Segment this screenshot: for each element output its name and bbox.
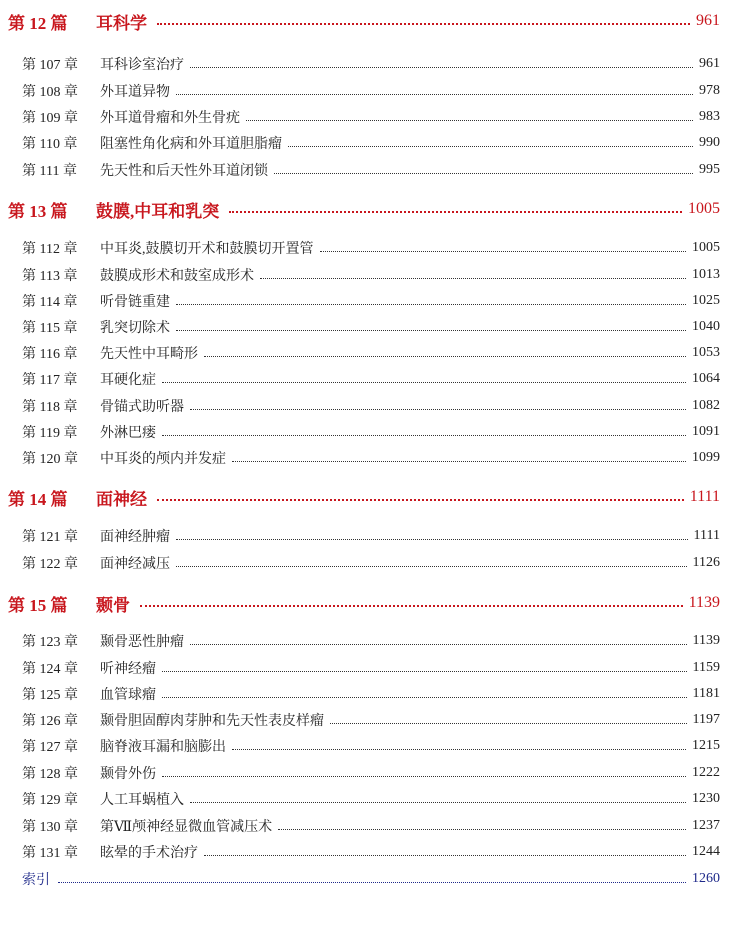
dot-leader [232,749,686,750]
dot-leader [190,802,686,803]
chapter-title: 中耳炎的颅内并发症 [100,452,226,467]
chapter-page-number: 1139 [692,633,720,648]
dot-leader [176,539,688,540]
chapter-number: 第 116 章 [22,347,78,362]
chapter-title: 耳科诊室治疗 [100,58,184,73]
part-title: 颞骨 [96,595,130,615]
chapter-number: 第 117 章 [22,373,78,388]
dot-leader [190,644,687,645]
chapter-title: 听骨链重建 [100,295,170,310]
part-page-number: 1005 [688,200,720,217]
chapter-number: 第 115 章 [22,321,78,336]
chapter-title: 耳硬化症 [100,373,156,388]
chapter-page-number: 1237 [692,818,720,833]
chapter-number: 第 119 章 [22,426,78,441]
chapter-entry[interactable] [22,735,720,757]
chapter-entry[interactable] [22,552,720,574]
chapter-page-number: 1111 [693,528,720,543]
part-heading[interactable] [8,197,720,221]
dot-leader [204,855,686,856]
chapter-title: 乳突切除术 [100,321,170,336]
chapter-page-number: 1230 [692,791,720,806]
chapter-entry[interactable] [22,421,720,443]
part-number: 第 14 篇 [8,489,68,509]
chapter-entry[interactable] [22,53,720,75]
dot-leader [162,697,687,698]
chapter-entry[interactable] [22,447,720,469]
dot-leader [162,671,687,672]
chapter-title: 中耳炎,鼓膜切开术和鼓膜切开置管 [100,242,314,257]
chapter-page-number: 995 [699,162,720,177]
chapter-title: 人工耳蜗植入 [100,793,184,808]
index-page-number: 1260 [692,871,720,886]
chapter-entry[interactable] [22,316,720,338]
chapter-entry[interactable] [22,657,720,679]
chapter-number: 第 113 章 [22,269,78,284]
part-number: 第 12 篇 [8,13,68,33]
chapter-title: 眩晕的手术治疗 [100,846,198,861]
chapter-title: 颞骨外伤 [100,767,156,782]
dot-leader [157,499,684,501]
chapter-page-number: 1091 [692,424,720,439]
chapter-entry[interactable] [22,237,720,259]
dot-leader [288,146,693,147]
dot-leader [162,776,686,777]
chapter-title: 面神经减压 [100,557,170,572]
dot-leader [157,23,690,25]
chapter-entry[interactable] [22,841,720,863]
chapter-number: 第 109 章 [22,111,78,126]
dot-leader [58,882,686,883]
chapter-number: 第 129 章 [22,793,78,808]
chapter-page-number: 1126 [692,555,720,570]
chapter-entry[interactable] [22,709,720,731]
chapter-entry[interactable] [22,395,720,417]
chapter-title: 颞骨胆固醇肉芽肿和先天性表皮样瘤 [100,714,324,729]
dot-leader [176,94,693,95]
chapter-title: 外耳道骨瘤和外生骨疣 [100,111,240,126]
chapter-title: 面神经肿瘤 [100,530,170,545]
chapter-page-number: 983 [699,109,720,124]
chapter-title: 第Ⅶ颅神经显微血管减压术 [100,820,273,835]
chapter-number: 第 112 章 [22,242,78,257]
chapter-entry[interactable] [22,815,720,837]
index-entry[interactable] [22,868,720,890]
dot-leader [140,605,683,607]
dot-leader [176,566,687,567]
chapter-number: 第 126 章 [22,714,78,729]
chapter-title: 鼓膜成形术和鼓室成形术 [100,269,254,284]
chapter-page-number: 1099 [692,450,720,465]
chapter-number: 第 120 章 [22,452,78,467]
chapter-page-number: 1005 [692,240,720,255]
chapter-page-number: 1013 [692,267,720,282]
part-page-number: 1139 [688,594,720,611]
part-page-number: 1111 [689,488,720,505]
chapter-entry[interactable] [22,159,720,181]
chapter-page-number: 1244 [692,844,720,859]
chapter-entry[interactable] [22,788,720,810]
chapter-page-number: 1064 [692,371,720,386]
index-title: 索引 [22,873,50,888]
chapter-number: 第 107 章 [22,58,78,73]
dot-leader [162,435,686,436]
chapter-title: 阻塞性角化病和外耳道胆脂瘤 [100,137,282,152]
chapter-number: 第 125 章 [22,688,78,703]
chapter-page-number: 1159 [692,660,720,675]
dot-leader [232,461,686,462]
dot-leader [176,330,686,331]
chapter-number: 第 130 章 [22,820,78,835]
chapter-number: 第 131 章 [22,846,78,861]
dot-leader [162,382,686,383]
chapter-page-number: 1222 [692,765,720,780]
chapter-page-number: 1197 [692,712,720,727]
chapter-number: 第 114 章 [22,295,78,310]
chapter-number: 第 108 章 [22,85,78,100]
part-heading[interactable] [8,9,720,33]
part-number: 第 13 篇 [8,201,68,221]
chapter-number: 第 127 章 [22,740,78,755]
dot-leader [246,120,693,121]
chapter-number: 第 121 章 [22,530,78,545]
dot-leader [229,211,682,213]
dot-leader [176,304,686,305]
chapter-entry[interactable] [22,683,720,705]
chapter-entry[interactable] [22,630,720,652]
chapter-number: 第 110 章 [22,137,78,152]
chapter-entry[interactable] [22,264,720,286]
chapter-entry[interactable] [22,342,720,364]
dot-leader [330,723,687,724]
dot-leader [260,278,686,279]
chapter-page-number: 1082 [692,398,720,413]
chapter-number: 第 123 章 [22,635,78,650]
chapter-title: 听神经瘤 [100,662,156,677]
chapter-page-number: 961 [699,56,720,71]
chapter-page-number: 1025 [692,293,720,308]
chapter-number: 第 118 章 [22,400,78,415]
chapter-title: 先天性和后天性外耳道闭锁 [100,164,268,179]
chapter-page-number: 1053 [692,345,720,360]
chapter-title: 颞骨恶性肿瘤 [100,635,184,650]
chapter-entry[interactable] [22,290,720,312]
dot-leader [320,251,687,252]
chapter-title: 外淋巴瘘 [100,426,156,441]
dot-leader [190,67,693,68]
chapter-entry[interactable] [22,368,720,390]
dot-leader [190,409,686,410]
chapter-number: 第 124 章 [22,662,78,677]
part-title: 耳科学 [96,13,147,33]
chapter-page-number: 1181 [692,686,720,701]
chapter-entry[interactable] [22,762,720,784]
part-title: 面神经 [96,489,147,509]
chapter-entry[interactable] [22,132,720,154]
dot-leader [274,173,693,174]
chapter-page-number: 1040 [692,319,720,334]
part-heading[interactable] [8,591,720,615]
chapter-title: 先天性中耳畸形 [100,347,198,362]
part-title: 鼓膜,中耳和乳突 [96,201,220,221]
chapter-title: 血管球瘤 [100,688,156,703]
chapter-page-number: 990 [699,135,720,150]
chapter-title: 脑脊液耳漏和脑膨出 [100,740,226,755]
dot-leader [204,356,686,357]
chapter-number: 第 111 章 [22,164,77,179]
chapter-title: 骨锚式助听器 [100,400,184,415]
chapter-number: 第 128 章 [22,767,78,782]
part-page-number: 961 [696,12,720,29]
dot-leader [278,829,686,830]
chapter-entry[interactable] [22,106,720,128]
chapter-title: 外耳道异物 [100,85,170,100]
part-heading[interactable] [8,485,720,509]
part-number: 第 15 篇 [8,595,68,615]
chapter-page-number: 1215 [692,738,720,753]
chapter-page-number: 978 [699,83,720,98]
chapter-entry[interactable] [22,525,720,547]
chapter-number: 第 122 章 [22,557,78,572]
chapter-entry[interactable] [22,80,720,102]
